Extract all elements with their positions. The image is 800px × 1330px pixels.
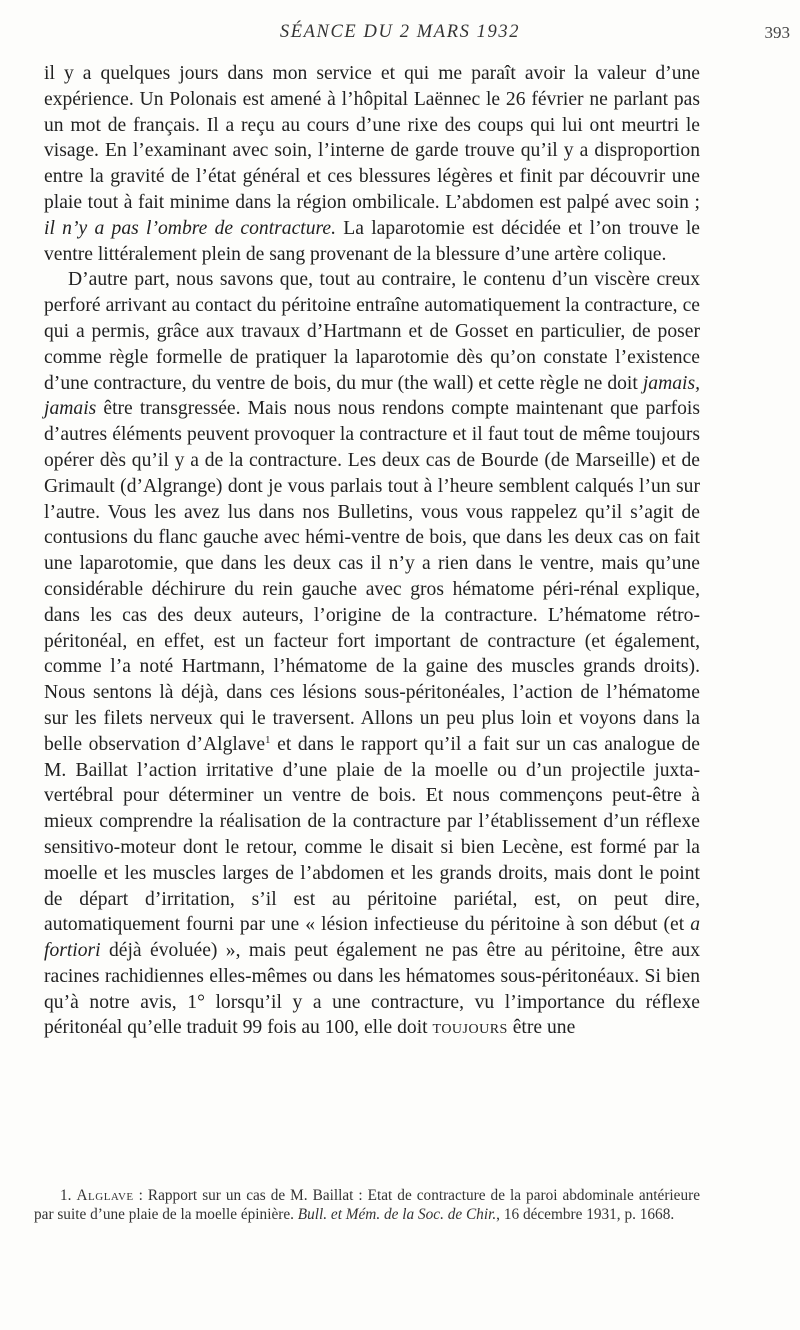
footnote-reference: 1 <box>265 733 271 746</box>
footnote-text-a: : Rapport sur un cas de M. Baillat : Etat de contracture de la paroi abdominale antérieure par suite d’une plaie de la moelle épinière. <box>34 1187 700 1223</box>
p2-text-c: être transgressée. Mais nous nous rendons compte maintenant que parfois d’autres éléments peuvent provoquer la contracture et il faut tout de même toujours opérer dès qu’il y a de la contracture. Les deux cas de Bourde (de Marseille) et de Grimault (d’Algrange) dont je vous parlais tout à l’heure semblent calqués l’un sur l’autre. Vous les avez lus dans nos Bulletins, vous vous rappelez qu’il s’agit de contusions du flanc gauche avec hémi-ventre de bois, que dans les deux cas on fait une laparotomie, que dans les deux cas il n’y a rien dans le ventre, mais qu’une considérable déchirure du rein gauche avec gros hématome péri-rénal explique, dans les cas des deux auteurs, l’origine de la contracture. L’hématome rétro-péritonéal, en effet, est un facteur fort important de contracture (et également, comme l’a noté Hartmann, l’hématome de la gaine des muscles grands droits). Nous sentons là déjà, dans ces lésions sous-péritonéales, l’action de l’hématome sur les filets nerveux qui le traversent. Allons un peu plus loin et voyons dans la belle observation d’Alglave <box>44 398 700 755</box>
footnote-number: 1. <box>60 1187 72 1204</box>
running-head <box>0 22 800 46</box>
p1-text-c: La laparotomie est décidée et l’on trouve le ventre littéralement plein de sang provenant de la blessure d’une artère colique. <box>44 217 700 265</box>
footnote-text-b: , 16 décembre 1931, p. 1668. <box>496 1205 675 1223</box>
running-title: SÉANCE DU 2 MARS 1932 <box>279 22 521 42</box>
paragraph-2 <box>44 267 700 1041</box>
p2-text-h: être une <box>512 1017 576 1039</box>
footnote-author: Alglave <box>76 1187 134 1204</box>
body-text <box>44 61 700 1041</box>
footnote-journal: Bull. et Mém. de la Soc. de Chir. <box>297 1205 497 1223</box>
p1-italic: il n’y a pas l’ombre de contracture. <box>44 217 336 239</box>
p2-text-a: D’autre part, nous savons que, tout au contraire, le contenu d’un viscère creux perforé arrivant au contact du péritoine entraîne automatiquement la contracture, ce qui a permis, grâce aux travaux d’Hartmann et de Gosset en particulier, de poser comme règle formelle de pratiquer la laparotomie dès qu’on constate l’existence d’une contracture, du ventre de bois, du mur (the wall) et cette règle ne doit <box>44 269 700 394</box>
footnote <box>34 1187 700 1224</box>
footnote-text <box>34 1187 700 1224</box>
p2-text-d: et dans le rapport qu’il a fait sur un cas analogue de M. Baillat l’action irritative d’une plaie de la moelle ou d’un projectile juxta-vertébral pour déterminer un ventre de bois. Et nous commençons peut-être à mieux comprendre la réalisation de la contracture par l’établissement d’un réflexe sensitivo-moteur dont le retour, comme le disait si bien Lecène, est formé par la moelle et les muscles larges de l’abdomen et les grands droits, mais dont le point de départ d’irritation, s’il est au péritoine pariétal, est, on peut dire, automatiquement fourni par une « lésion infectieuse du péritoine à son début (et <box>44 733 700 936</box>
p2-italic-jamais: jamais, jamais <box>44 372 701 420</box>
paragraph-1 <box>44 61 700 267</box>
p2-italic-fortiori: a fortiori <box>44 914 700 962</box>
p2-text-f: déjà évoluée) », mais peut également ne pas être au péritoine, être aux racines rachidiennes elles-mêmes ou dans les hématomes sous-péritonéaux. Si bien qu’à notre avis, 1° lorsqu’il y a une contracture, vu l’importance du réflexe péritonéal qu’elle traduit 99 fois au 100, elle doit <box>44 940 701 1039</box>
p1-text-a: il y a quelques jours dans mon service et qui me paraît avoir la valeur d’une expérience. Un Polonais est amené à l’hôpital Laënnec le 26 février ne parlant pas un mot de français. Il a reçu au cours d’une rixe des coups qui lui ont meurtri le visage. En l’examinant avec soin, l’interne de garde trouve qu’il y a disproportion entre la gravité de l’état général et ces blessures légères et finit par découvrir une plaie tout à fait minime dans la région ombilicale. L’abdomen est palpé avec soin ; <box>44 63 700 213</box>
page-number: 393 <box>764 23 790 42</box>
p2-smallcaps-toujours: toujours <box>432 1017 508 1039</box>
